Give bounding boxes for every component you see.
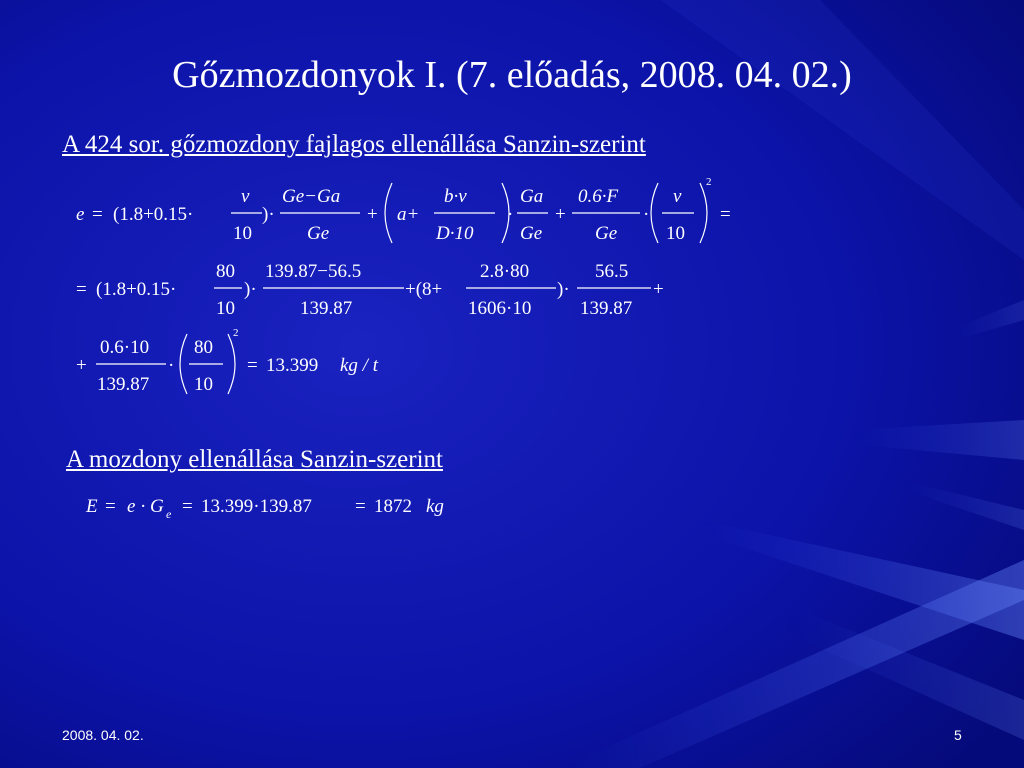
frac1-num: v	[241, 186, 250, 207]
formula2-result: 1872	[374, 496, 412, 517]
frac6-den: 10	[666, 223, 685, 244]
footer-date: 2008. 04. 02.	[62, 727, 144, 743]
formula2-unit: kg	[426, 496, 444, 517]
formula1-line2-mid: +(8+	[405, 279, 443, 300]
formula1-a: a+	[397, 204, 420, 225]
formula2-lhs: E	[86, 496, 98, 517]
eq-sign: =	[720, 204, 731, 225]
frac4-num: Ga	[520, 186, 544, 207]
paren-left	[180, 334, 187, 394]
frac4-den: Ge	[520, 223, 543, 244]
l3-frac2-num: 80	[194, 337, 213, 358]
paren-right	[700, 183, 707, 243]
exponent: 2	[706, 176, 712, 188]
formula2-values: 13.399·139.87	[201, 496, 312, 517]
dot-sign: ·	[140, 496, 147, 517]
paren-left	[651, 183, 658, 243]
dot-sign: ·	[168, 355, 175, 376]
formula1-line2-lead: (1.8+0.15·	[96, 279, 177, 300]
subheading-specific-resistance: A 424 sor. gőzmozdony fajlagos ellenállása Sanzin-szerint	[62, 131, 646, 158]
formula1-unit: kg / t	[340, 355, 378, 376]
formula1-lhs: e	[76, 204, 85, 225]
close-dot: )·	[244, 279, 257, 300]
frac3-num: b·v	[444, 186, 467, 207]
plus-sign: +	[367, 204, 378, 225]
formula2-g: G	[150, 496, 164, 517]
eq-sign: =	[247, 355, 258, 376]
l2-frac1-num: 80	[216, 261, 235, 282]
subheading-locomotive-resistance: A mozdony ellenállása Sanzin-szerint	[66, 446, 443, 473]
paren-right	[228, 334, 235, 394]
eq-sign: =	[105, 496, 116, 517]
close-dot: )·	[557, 279, 570, 300]
formula1-close: )·	[262, 204, 275, 225]
l2-frac1-den: 10	[216, 298, 235, 319]
formula2-e: e	[127, 496, 136, 517]
frac3-den: D·10	[436, 223, 474, 244]
l3-frac1-den: 139.87	[97, 374, 150, 395]
l2-frac2-den: 139.87	[300, 298, 353, 319]
frac6-num: v	[673, 186, 682, 207]
slide-title: Gőzmozdonyok I. (7. előadás, 2008. 04. 02.)	[172, 54, 852, 96]
formula2-g-sub: e	[166, 507, 172, 521]
frac2-den: Ge	[307, 223, 330, 244]
frac1-den: 10	[233, 223, 252, 244]
plus-sign: +	[555, 204, 566, 225]
plus-sign: +	[76, 355, 87, 376]
paren-left	[385, 183, 392, 243]
formula1-result: 13.399	[266, 355, 319, 376]
eq-sign: =	[355, 496, 366, 517]
l2-frac3-num: 2.8·80	[480, 261, 530, 282]
l2-frac4-num: 56.5	[595, 261, 629, 282]
eq-sign: =	[76, 279, 87, 300]
l2-frac2-num: 139.87−56.5	[265, 261, 362, 282]
dot-sign: ·	[507, 204, 514, 225]
eq-sign: =	[92, 204, 103, 225]
l3-frac2-den: 10	[194, 374, 213, 395]
formula1-lead: (1.8+0.15·	[113, 204, 194, 225]
frac5-num: 0.6·F	[578, 186, 619, 207]
l2-frac3-den: 1606·10	[468, 298, 532, 319]
l3-frac1-num: 0.6·10	[100, 337, 150, 358]
frac5-den: Ge	[595, 223, 618, 244]
dot-sign: ·	[643, 204, 650, 225]
exponent: 2	[233, 327, 239, 339]
eq-sign: =	[182, 496, 193, 517]
l2-frac4-den: 139.87	[580, 298, 633, 319]
frac2-num: Ge−Ga	[282, 186, 341, 207]
page-number: 5	[954, 727, 962, 743]
plus-sign: +	[653, 279, 664, 300]
